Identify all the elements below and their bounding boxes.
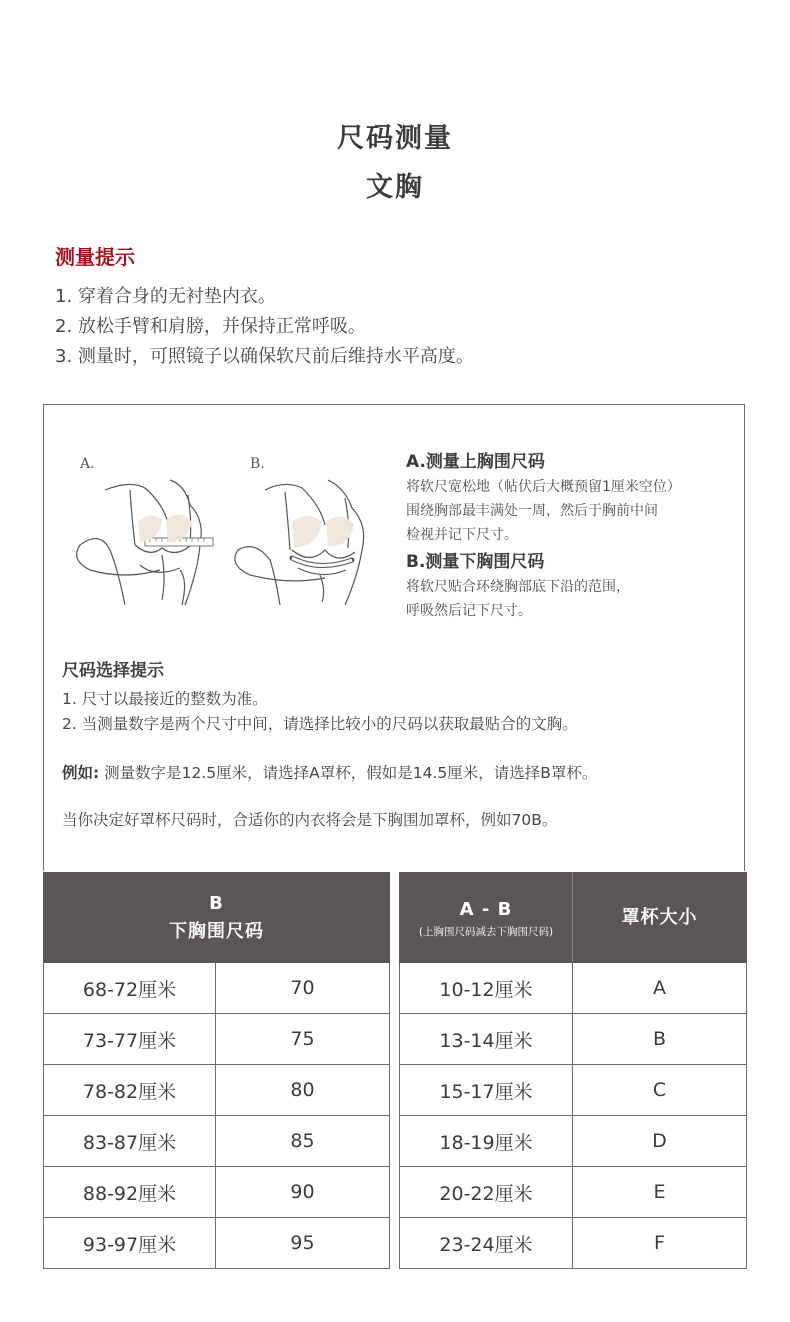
difference-header-note: (上胸围尺码减去下胸围尺码) [418,925,554,938]
cup-size: B [573,1014,747,1065]
cup-size-table [399,872,747,1269]
instruction-a-line: 将软尺宽松地（帖伏后大概预留1厘米空位） [406,479,681,495]
selection-heading: 尺码选择提示 [62,661,164,681]
difference-range: 18-19厘米 [400,1116,573,1167]
underbust-size-table [43,872,390,1269]
selection-item: 1. 尺寸以最接近的整数为准。 [62,690,268,708]
band-size: 80 [216,1065,390,1116]
figure-a-label: A. [80,456,95,472]
example-label: 例如: [62,764,100,782]
underbust-range: 78-82厘米 [44,1065,216,1116]
table-row [400,1065,747,1116]
underbust-range: 93-97厘米 [44,1218,216,1269]
cup-header-title: 罩杯大小 [621,906,698,928]
band-size: 95 [216,1218,390,1269]
table-row [44,1014,390,1065]
tip-item: 2. 放松手臂和肩膀，并保持正常呼吸。 [55,316,366,337]
instruction-a [406,449,681,547]
difference-header [400,873,573,963]
difference-range: 23-24厘米 [400,1218,573,1269]
underbust-range: 73-77厘米 [44,1014,216,1065]
tip-item: 1. 穿着合身的无衬垫内衣。 [55,286,276,307]
selection-item: 2. 当测量数字是两个尺寸中间，请选择比较小的尺码以获取最贴合的文胸。 [62,715,578,733]
tip-item: 3. 测量时，可照镜子以确保软尺前后维持水平高度。 [55,346,474,367]
table-row [400,1167,747,1218]
tips-list [55,282,474,372]
selection-note: 当你决定好罩杯尺码时，合适你的内衣将会是下胸围加罩杯，例如70B。 [62,811,558,829]
tips-heading: 测量提示 [55,245,135,269]
underbust-range: 68-72厘米 [44,963,216,1014]
band-size: 90 [216,1167,390,1218]
band-size: 70 [216,963,390,1014]
selection-list [62,687,578,737]
cup-size: D [573,1116,747,1167]
table-row [400,1116,747,1167]
bust-measure-illustration [70,450,390,610]
difference-range: 15-17厘米 [400,1065,573,1116]
underbust-range: 88-92厘米 [44,1167,216,1218]
page-subtitle: 文胸 [366,172,424,203]
difference-header-title: A - B [459,898,513,920]
underbust-header-top: B [209,892,224,914]
table-row [44,1116,390,1167]
table-row [400,1218,747,1269]
instruction-b [406,549,630,623]
underbust-range: 83-87厘米 [44,1116,216,1167]
cup-size: F [573,1218,747,1269]
example-text: 测量数字是12.5厘米，请选择A罩杯，假如是14.5厘米，请选择B罩杯。 [104,764,598,782]
band-size: 75 [216,1014,390,1065]
table-row [44,1065,390,1116]
instruction-a-heading: A.测量上胸围尺码 [406,452,545,472]
measurement-illustrations [70,450,390,610]
difference-range: 13-14厘米 [400,1014,573,1065]
instruction-b-line: 呼吸然后记下尺寸。 [406,603,532,619]
table-row [44,963,390,1014]
cup-size: C [573,1065,747,1116]
table-row [400,963,747,1014]
figure-b-label: B. [250,456,265,472]
cup-header [573,873,747,963]
instruction-a-line: 检视并记下尺寸。 [406,527,518,543]
selection-example [62,761,597,783]
band-size: 85 [216,1116,390,1167]
underbust-header-bottom: 下胸围尺码 [169,920,264,942]
table-row [44,1167,390,1218]
instruction-a-line: 围绕胸部最丰满处一周，然后于胸前中间 [406,503,658,519]
instruction-b-line: 将软尺贴合环绕胸部底下沿的范围， [406,579,630,595]
table-row [44,1218,390,1269]
instruction-b-heading: B.测量下胸围尺码 [406,552,545,572]
cup-size: E [573,1167,747,1218]
underbust-header [44,873,390,963]
table-row [400,1014,747,1065]
cup-size: A [573,963,747,1014]
difference-range: 10-12厘米 [400,963,573,1014]
page-title: 尺码测量 [337,123,453,154]
difference-range: 20-22厘米 [400,1167,573,1218]
